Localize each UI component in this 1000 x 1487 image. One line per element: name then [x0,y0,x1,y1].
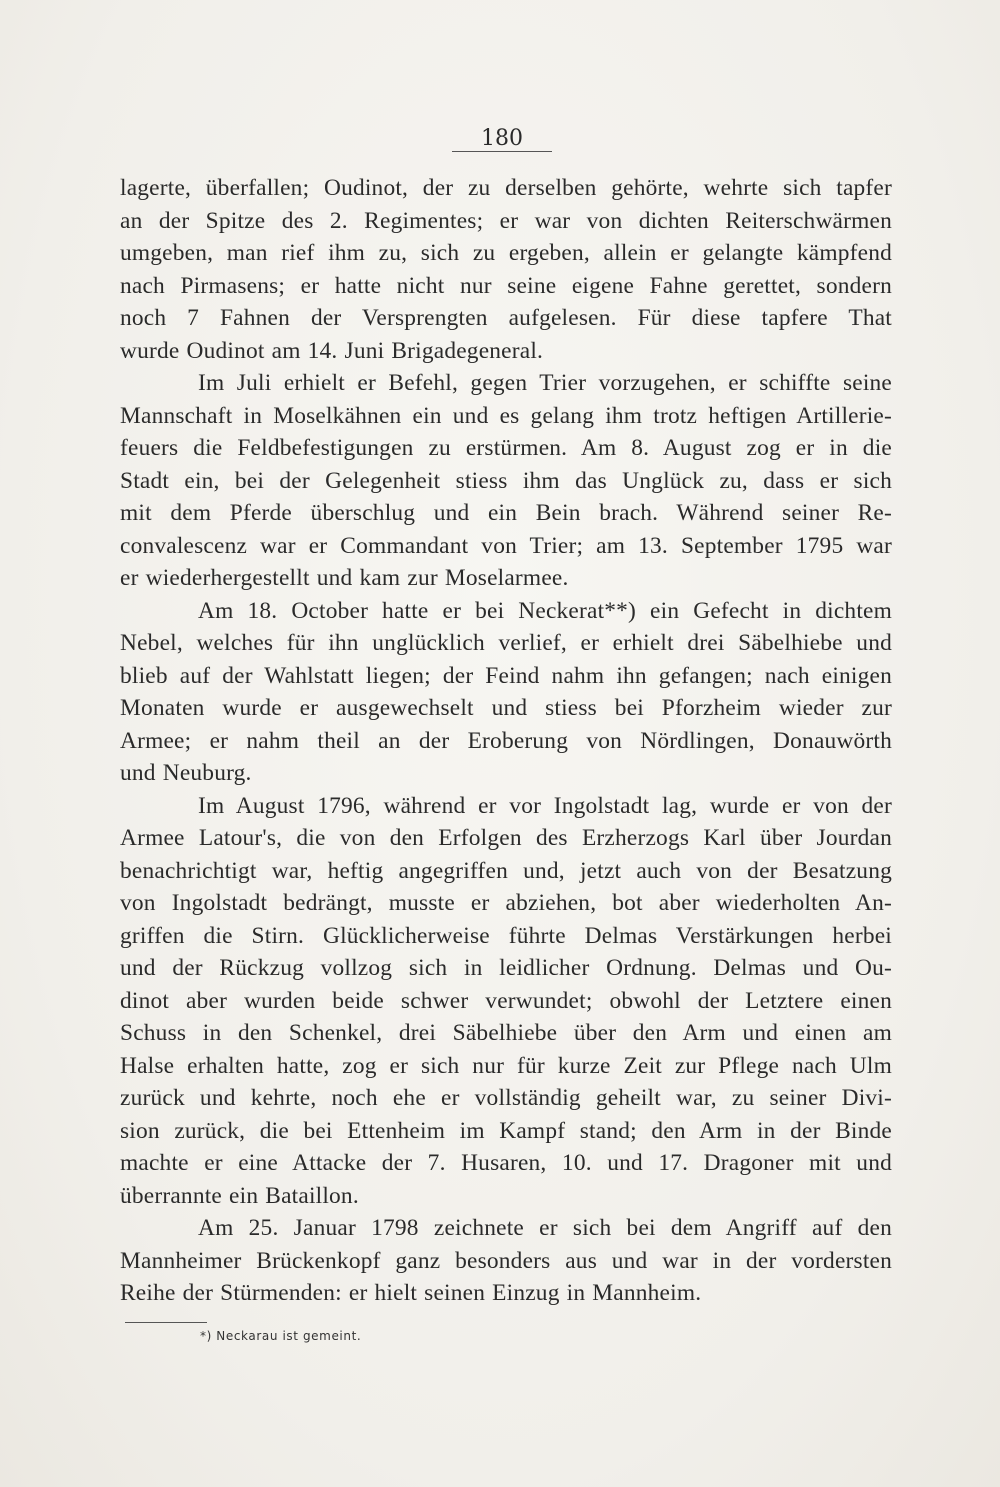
text-line: nach Pirmasens; er hatte nicht nur seine eigene Fahne gerettet, sondern [120,272,892,299]
page-number: 180 [481,126,523,151]
text-line: Im Juli erhielt er Befehl, gegen Trier vorzugehen, er schiffte seine [198,370,892,396]
text-line: lagerte, überfallen; Oudinot, der zu derselben gehörte, wehrte sich tapfer [120,175,892,201]
body-text [120,172,892,1310]
text-line: convalescenz war er Commandant von Trier; am 13. September 1795 war [120,532,892,559]
text-line: machte er eine Attacke der 7. Husaren, 10. und 17. Dragoner mit und [120,1150,892,1176]
text-line: Am 25. Januar 1798 zeichnete er sich bei dem Angriff auf den [198,1215,892,1241]
footnote-rule [125,1322,207,1323]
text-line: Am 18. October hatte er bei Neckerat**) ein Gefecht in dichtem [198,597,892,624]
text-line: Mannheimer Brückenkopf ganz besonders aus und war in der vordersten [120,1247,892,1274]
text-line: mit dem Pferde überschlug und ein Bein brach. Während seiner Re- [120,500,892,526]
text-line: griffen die Stirn. Glücklicherweise führte Delmas Verstärkungen herbei [120,922,892,949]
text-line: zurück und kehrte, noch ehe er vollständig geheilt war, zu seiner Divi- [120,1085,892,1111]
text-line: Im August 1796, während er vor Ingolstadt lag, wurde er von der [198,792,892,819]
footnote: *) Neckarau ist gemeint. [200,1329,362,1343]
text-line: sion zurück, die bei Ettenheim im Kampf stand; den Arm in der Binde [120,1117,892,1144]
text-line: Mannschaft in Moselkähnen ein und es gelang ihm trotz heftigen Artillerie- [120,402,892,429]
text-line: noch 7 Fahnen der Versprengten aufgelesen. Für diese tapfere That [120,305,892,331]
text-line: Reihe der Stürmenden: er hielt seinen Einzug in Mannheim. [120,1280,702,1306]
page-number-rule [452,151,552,152]
text-line: Schuss in den Schenkel, drei Säbelhiebe über den Arm und einen am [120,1020,892,1046]
text-line: Monaten wurde er ausgewechselt und stiess bei Pforzheim wieder zur [120,695,892,721]
text-line: überrannte ein Bataillon. [120,1182,359,1209]
text-line: benachrichtigt war, heftig angegriffen und, jetzt auch von der Besatzung [120,857,892,884]
text-line: dinot aber wurden beide schwer verwundet; obwohl der Letztere einen [120,987,892,1014]
text-line: Stadt ein, bei der Gelegenheit stiess ihm das Unglück zu, dass er sich [120,467,892,494]
text-line: Halse erhalten hatte, zog er sich nur für kurze Zeit zur Pflege nach Ulm [120,1052,892,1079]
text-line: blieb auf der Wahlstatt liegen; der Feind nahm ihn gefangen; nach einigen [120,662,892,689]
text-line: von Ingolstadt bedrängt, musste er abziehen, bot aber wiederholten An- [120,890,892,916]
text-line: an der Spitze des 2. Regimentes; er war von dichten Reiterschwärmen [120,207,892,234]
text-line: umgeben, man rief ihm zu, sich zu ergeben, allein er gelangte kämpfend [120,240,892,266]
text-line: und Neuburg. [120,760,252,786]
text-line: er wiederhergestellt und kam zur Moselarmee. [120,565,569,591]
text-line: Armee Latour's, die von den Erfolgen des Erzherzogs Karl über Jourdan [120,825,892,851]
text-line: wurde Oudinot am 14. Juni Brigadegeneral. [120,337,544,364]
text-line: Nebel, welches für ihn unglücklich verlief, er erhielt drei Säbelhiebe und [120,630,892,656]
text-line: und der Rückzug vollzog sich in leidlicher Ordnung. Delmas und Ou- [120,955,892,981]
text-line: feuers die Feldbefestigungen zu erstürmen. Am 8. August zog er in die [120,435,892,461]
text-line: Armee; er nahm theil an der Eroberung von Nördlingen, Donauwörth [120,727,892,754]
